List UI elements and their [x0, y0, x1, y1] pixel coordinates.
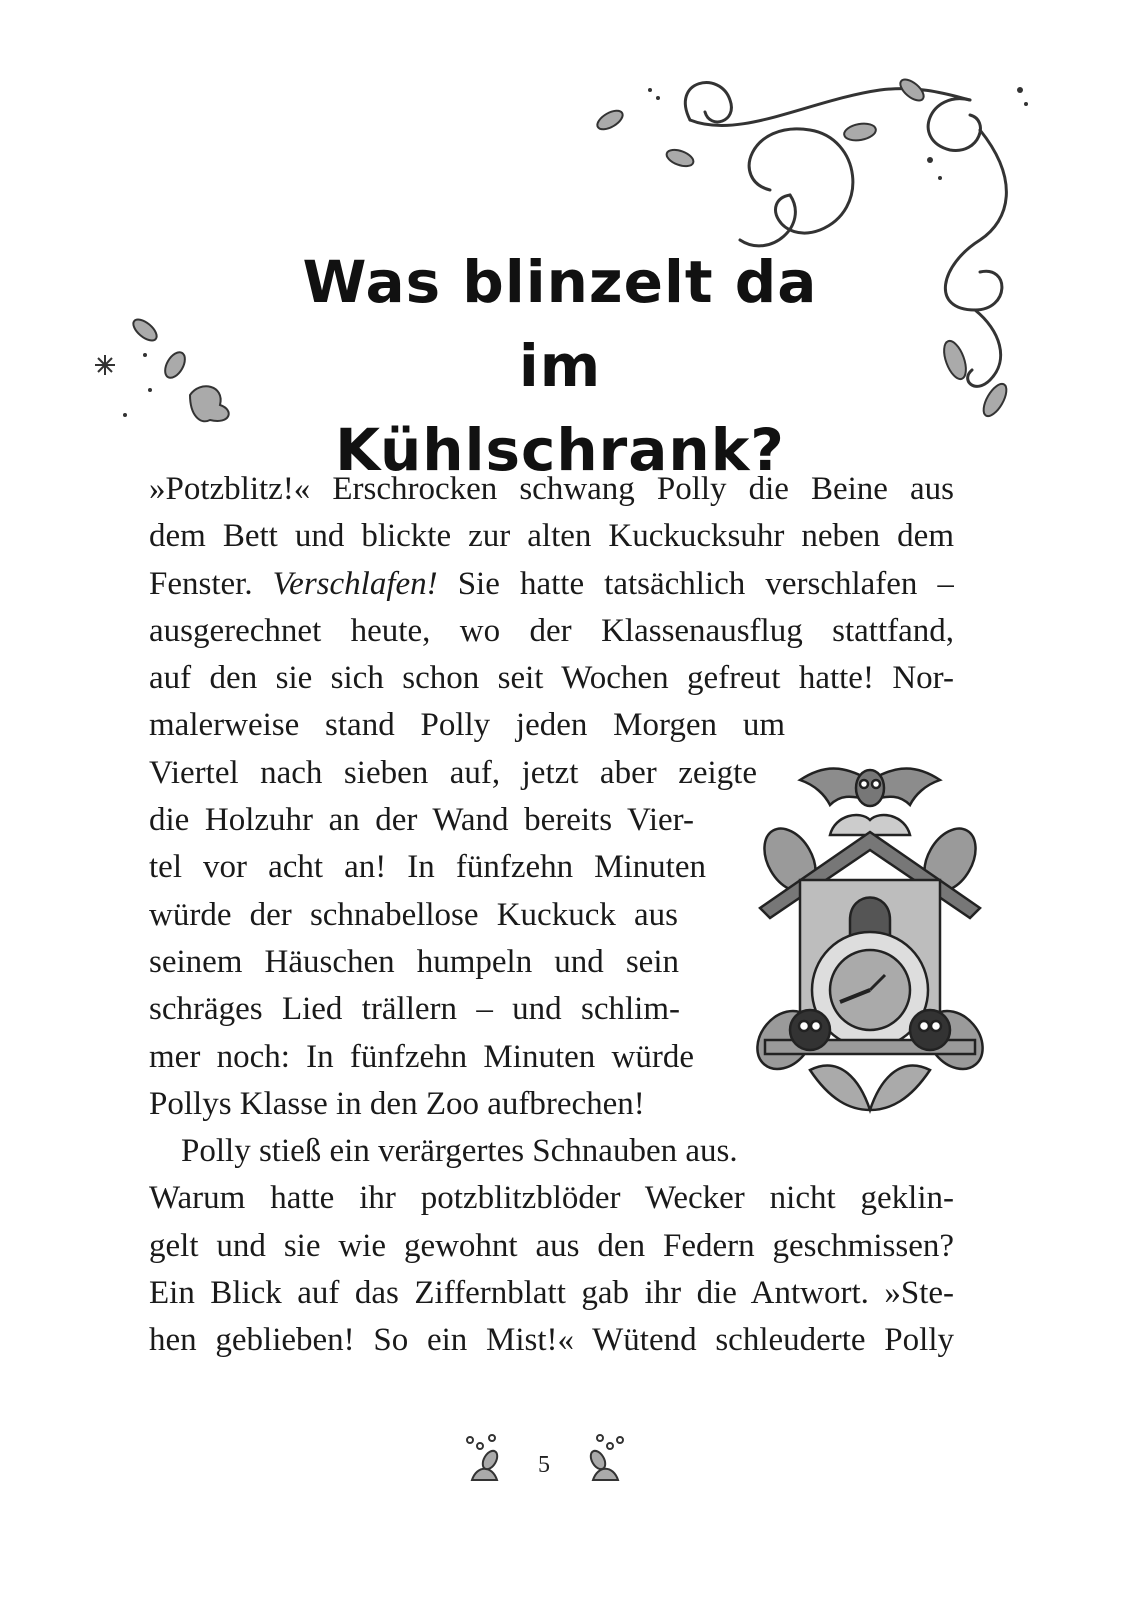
footer-sprout-left-icon	[462, 1430, 512, 1490]
text-line: Viertel nach sieben auf, jetzt aber zeigte	[149, 754, 757, 791]
chapter-title-line-1: Was blinzelt da im	[302, 248, 818, 400]
text-line: ausgerechnet heute, wo der Klassenausflug stattfand,	[149, 612, 954, 649]
text-line: gelt und sie wie gewohnt aus den Federn geschmissen?	[149, 1227, 954, 1264]
text-line: Fenster. Verschlafen! Sie hatte tatsächlich verschlafen –	[149, 565, 954, 602]
text-line: Pollys Klasse in den Zoo aufbrechen!	[149, 1085, 645, 1122]
text-line: die Holzuhr an der Wand bereits Vier-	[149, 802, 694, 839]
text-line: Ein Blick auf das Ziffernblatt gab ihr die Antwort. »Ste-	[149, 1275, 954, 1312]
text-line: hen geblieben! So ein Mist!« Wütend schleuderte Polly	[149, 1322, 954, 1359]
text-line: würde der schnabellose Kuckuck aus	[149, 896, 678, 933]
emphasis-text: Verschlafen!	[272, 565, 438, 602]
text-line: »Potzblitz!« Erschrocken schwang Polly die Beine aus	[149, 471, 954, 507]
footer-sprout-right-icon	[578, 1430, 628, 1490]
chapter-title	[260, 240, 860, 492]
text-line: dem Bett und blickte zur alten Kuckucksuhr neben dem	[149, 518, 954, 555]
text-line: Warum hatte ihr potzblitzblöder Wecker nicht geklin-	[149, 1180, 954, 1217]
text-line: malerweise stand Polly jeden Morgen um	[149, 707, 785, 744]
text-line: schräges Lied trällern – und schlim-	[149, 991, 680, 1028]
chapter-title-line-2: Kühlschrank?	[335, 416, 785, 484]
text-line: seinem Häuschen humpeln und sein	[149, 943, 679, 980]
leaves-ornament-icon	[90, 310, 240, 430]
page-number: 5	[538, 1452, 550, 1478]
text-line: tel vor acht an! In fünfzehn Minuten	[149, 849, 706, 886]
text-line: Polly stieß ein verärgertes Schnauben aus.	[181, 1133, 738, 1170]
text-line: auf den sie sich schon seit Wochen gefreut hatte! Nor-	[149, 660, 954, 697]
cuckoo-clock-icon	[740, 740, 1000, 1120]
text-line: mer noch: In fünfzehn Minuten würde	[149, 1038, 694, 1075]
